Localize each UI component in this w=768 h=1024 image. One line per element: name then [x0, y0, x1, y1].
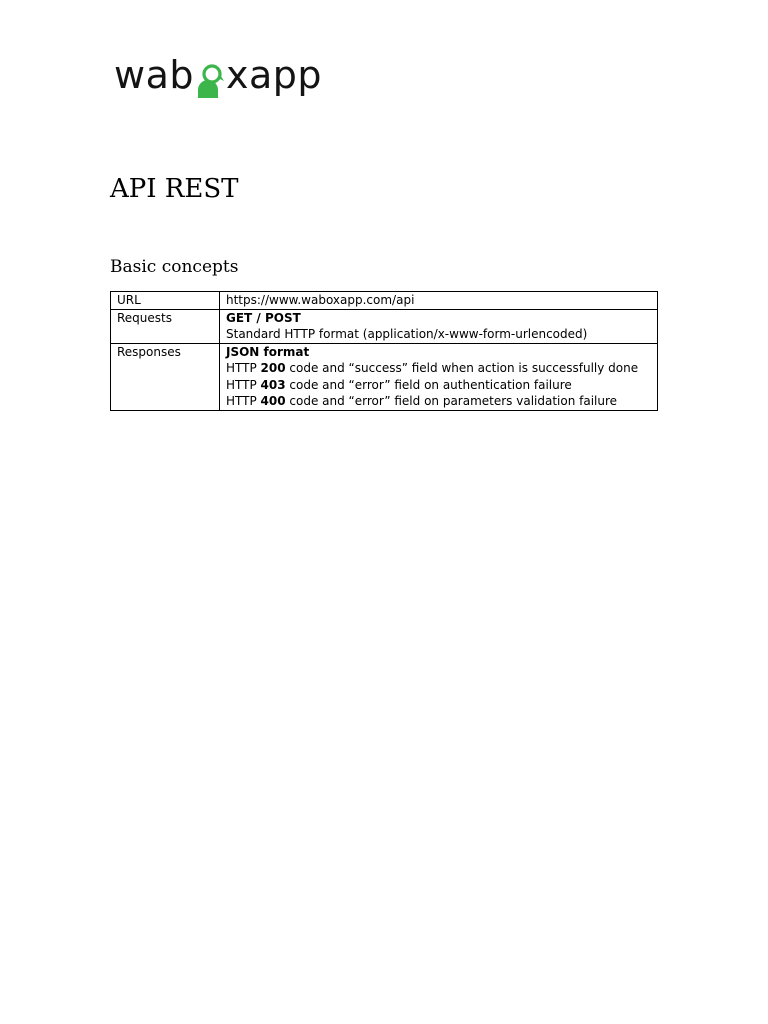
status-code-200: 200 — [260, 361, 286, 375]
chat-bubble-logo-icon — [195, 54, 225, 94]
page-title: API REST — [110, 174, 239, 204]
response-line-400: HTTP 400 code and “error” field on parameters validation failure — [226, 394, 618, 408]
responses-label: Responses — [111, 343, 220, 410]
requests-label: Requests — [111, 309, 220, 343]
url-label: URL — [111, 292, 220, 310]
requests-method: GET / POST — [226, 310, 301, 325]
table-row-responses — [111, 343, 658, 410]
section-heading: Basic concepts — [110, 257, 239, 277]
logo-text-right: xapp — [226, 53, 323, 97]
requests-format: Standard HTTP format (application/x-www-form-urlencoded) — [226, 327, 588, 341]
requests-value — [220, 309, 658, 343]
basic-concepts-table — [110, 291, 658, 411]
logo-text-left: wab — [114, 53, 194, 97]
table-row-url — [111, 292, 658, 310]
waboxapp-logo — [114, 46, 323, 97]
responses-value — [220, 343, 658, 410]
table-row-requests — [111, 309, 658, 343]
status-code-403: 403 — [260, 377, 286, 392]
response-line-200: HTTP 200 code and “success” field when action is successfully done — [226, 361, 639, 375]
response-line-403: HTTP 403 code and “error” field on authentication failure — [226, 377, 572, 392]
status-code-400: 400 — [260, 394, 286, 408]
url-value: https://www.waboxapp.com/api — [220, 292, 658, 310]
responses-format: JSON format — [226, 344, 310, 359]
